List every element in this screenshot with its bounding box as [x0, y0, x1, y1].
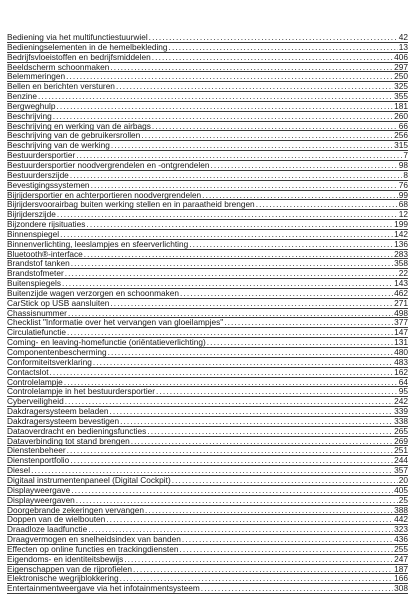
index-entry-page-number[interactable]: 315 — [394, 141, 408, 151]
index-entry-label: Bestuurderszijde — [7, 170, 69, 180]
index-entry[interactable] — [7, 496, 408, 506]
index-entry[interactable] — [7, 259, 408, 269]
index-entry-label: Dakdragersysteem bevestigen — [7, 416, 120, 426]
dot-leader — [124, 555, 393, 565]
index-entry[interactable] — [7, 368, 408, 378]
index-entry[interactable] — [7, 250, 408, 260]
dot-leader — [67, 328, 393, 338]
index-entry-page-number[interactable]: 406 — [394, 52, 408, 62]
dot-leader — [152, 122, 398, 132]
index-entry-label: Chassisnummer — [7, 308, 67, 318]
index-entry-page-number[interactable]: 297 — [394, 62, 408, 72]
index-entry[interactable] — [7, 535, 408, 545]
dot-leader — [70, 171, 403, 181]
index-entry-page-number[interactable]: 66 — [398, 121, 408, 131]
index-entry[interactable] — [7, 437, 408, 447]
index-entry-page-number[interactable]: 142 — [394, 229, 408, 239]
index-entry-page-number[interactable]: 283 — [394, 249, 408, 259]
index-entry-page-number[interactable]: 483 — [394, 357, 408, 367]
index-entry-label: Displayweergaven — [7, 495, 75, 505]
index-entry[interactable] — [7, 151, 408, 161]
index-entry[interactable] — [7, 397, 408, 407]
index-entry-label: Dataverbinding tot stand brengen — [7, 436, 130, 446]
dot-leader — [60, 230, 393, 240]
index-entry-page-number[interactable]: 42 — [398, 33, 408, 42]
dot-leader — [76, 151, 402, 161]
index-entry-label: Bedieningselementen in de hemelbekleding — [7, 42, 168, 52]
dot-leader — [256, 200, 398, 210]
index-entry[interactable] — [7, 220, 408, 230]
index-entry-label: Bevestigingssystemen — [7, 180, 90, 190]
dot-leader — [50, 368, 394, 378]
index-entry-page-number[interactable]: 388 — [394, 505, 408, 515]
dot-leader — [224, 318, 393, 328]
dot-leader — [182, 535, 393, 545]
index-entry[interactable] — [7, 525, 408, 535]
index-entry[interactable] — [7, 348, 408, 358]
dot-leader — [65, 397, 393, 407]
index-entry[interactable] — [7, 72, 408, 82]
index-entry-label: Entertainmentweergave via het infotainmentsysteem — [7, 584, 200, 594]
index-entry-page-number[interactable]: 308 — [394, 584, 408, 594]
dot-leader — [66, 72, 393, 82]
index-entry-page-number[interactable]: 143 — [394, 279, 408, 289]
index-entry-page-number[interactable]: 131 — [394, 338, 408, 348]
index-entry-page-number[interactable]: 498 — [394, 308, 408, 318]
dot-leader — [38, 92, 393, 102]
index-entry[interactable] — [7, 378, 408, 388]
index-entry-page-number[interactable]: 95 — [398, 387, 408, 397]
index-entry-page-number[interactable]: 13 — [398, 42, 408, 52]
dot-leader — [202, 191, 398, 201]
index-entry-label: Bergweghulp — [7, 101, 56, 111]
index-entry[interactable] — [7, 210, 408, 220]
index-entry-label: Buitenzijde wagen verzorgen en schoonmaken — [7, 288, 180, 298]
index-entry[interactable] — [7, 43, 408, 53]
index-entry[interactable] — [7, 181, 408, 191]
index-entry-label: Coming- en leaving-homefunctie (oriëntatieverlichting) — [7, 338, 206, 348]
index-entry[interactable] — [7, 240, 408, 250]
index-entry-page-number[interactable]: 357 — [394, 466, 408, 476]
index-entry-page-number[interactable]: 244 — [394, 456, 408, 466]
dot-leader — [110, 299, 393, 309]
dot-leader — [211, 161, 398, 171]
index-entry-page-number[interactable]: 269 — [394, 436, 408, 446]
dot-leader — [106, 515, 393, 525]
index-entry-page-number[interactable]: 250 — [394, 72, 408, 82]
index-entry-page-number[interactable]: 162 — [394, 367, 408, 377]
dot-leader — [56, 102, 393, 112]
dot-leader — [91, 181, 398, 191]
index-entry[interactable] — [7, 33, 408, 43]
index-entry-label: Elektronische wegrijblokkering — [7, 574, 119, 584]
index-entry-label: Dakdragersysteem beladen — [7, 407, 109, 417]
index-entry-label: Conformiteitsverklaring — [7, 357, 92, 367]
index-entry[interactable] — [7, 466, 408, 476]
index-entry-label: Brandstof tanken — [7, 259, 70, 269]
dot-leader — [120, 574, 394, 584]
dot-leader — [108, 348, 394, 358]
index-entry-label: Binnenspiegel — [7, 229, 60, 239]
index-entry-label: CarStick op USB aansluiten — [7, 298, 110, 308]
index-entry-label: Benzine — [7, 92, 37, 102]
index-entry-label: Contactslot — [7, 367, 49, 377]
index-entry-label: Beschrijving van de werking — [7, 141, 110, 151]
index-entry-page-number[interactable]: 325 — [394, 82, 408, 92]
dot-leader — [57, 210, 398, 220]
index-entry-label: Bijrijdersportier en achterportieren noodvergrendelen — [7, 190, 202, 200]
index-entry[interactable] — [7, 122, 408, 132]
index-entry-label: Bestuurdersportier noodvergrendelen en -ontgrendelen — [7, 160, 210, 170]
index-entry-label: Draadloze laadfunctie — [7, 525, 88, 535]
dot-leader — [133, 565, 393, 575]
index-entry-page-number[interactable]: 187 — [394, 564, 408, 574]
dot-leader — [149, 33, 398, 43]
index-entry-label: Checklist "Informatie over het vervangen van gloeilampjes" — [7, 318, 224, 328]
index-entry-label: Digitaal instrumentenpaneel (Digital Cockpit) — [7, 475, 171, 485]
index-entry-label: Bijrijdersvoorairbag buiten werking stellen en in paraatheid brengen — [7, 200, 255, 210]
index-entry[interactable] — [7, 299, 408, 309]
index-entry[interactable] — [7, 506, 408, 516]
index-entry-page-number[interactable]: 256 — [394, 131, 408, 141]
index-entry-page-number[interactable]: 199 — [394, 220, 408, 230]
index-entry[interactable] — [7, 417, 408, 427]
dot-leader — [169, 43, 398, 53]
index-entry-page-number[interactable]: 12 — [398, 210, 408, 220]
dot-leader — [207, 338, 393, 348]
index-entry[interactable] — [7, 289, 408, 299]
index-entry-page-number[interactable]: 68 — [398, 200, 408, 210]
index-entry-page-number[interactable]: 436 — [394, 535, 408, 545]
index-entry-page-number[interactable]: 181 — [394, 101, 408, 111]
dot-leader — [53, 112, 393, 122]
dot-leader — [67, 446, 394, 456]
index-entry-label: Belemmeringen — [7, 72, 66, 82]
dot-leader — [109, 407, 393, 417]
index-entry[interactable] — [7, 446, 408, 456]
index-entry-page-number[interactable]: 265 — [394, 426, 408, 436]
index-entry-page-number[interactable]: 99 — [398, 190, 408, 200]
index-entry-page-number[interactable]: 64 — [398, 377, 408, 387]
index-entry[interactable] — [7, 387, 408, 397]
index-entry-page-number[interactable]: 242 — [394, 397, 408, 407]
index-entry-page-number[interactable]: 76 — [398, 180, 408, 190]
index-entry[interactable] — [7, 141, 408, 151]
dot-leader — [145, 506, 393, 516]
index-entry-page-number[interactable]: 377 — [394, 318, 408, 328]
index-entry[interactable] — [7, 545, 408, 555]
dot-leader — [93, 358, 393, 368]
index-entry-page-number[interactable]: 358 — [394, 259, 408, 269]
index-entry-label: Eigenschappen van de rijprofielen — [7, 564, 133, 574]
index-entry-page-number[interactable]: 338 — [394, 416, 408, 426]
index-entry-label: Beschrijving — [7, 111, 52, 121]
index-entry-page-number[interactable]: 247 — [394, 554, 408, 564]
index-entry[interactable] — [7, 476, 408, 486]
index-entry-label: Componentenbescherming — [7, 348, 107, 357]
index-entry[interactable] — [7, 102, 408, 112]
index-entry-label: Dienstenbeheer — [7, 446, 66, 456]
index-entry[interactable] — [7, 171, 408, 181]
index-entry-page-number[interactable]: 480 — [394, 348, 408, 357]
index-entry[interactable] — [7, 515, 408, 525]
dot-leader — [201, 584, 393, 594]
dot-leader — [172, 476, 398, 486]
dot-leader — [65, 269, 398, 279]
index-entry[interactable] — [7, 161, 408, 171]
dot-leader — [76, 496, 398, 506]
index-entry-label: Displayweergave — [7, 485, 71, 495]
index-entry-label: Dataoverdracht en bedieningsfuncties — [7, 426, 147, 436]
index-entry[interactable] — [7, 63, 408, 73]
index-entry[interactable] — [7, 328, 408, 338]
index-entry-label: Circulatiefunctie — [7, 328, 67, 338]
dot-leader — [70, 456, 393, 466]
index-entry[interactable] — [7, 279, 408, 289]
index-entry-label: Beschrijving van de gebruikersrollen — [7, 131, 141, 141]
index-entry-label: Bestuurdersportier — [7, 151, 76, 161]
index-entry[interactable] — [7, 230, 408, 240]
index-entry[interactable] — [7, 555, 408, 565]
index-entry-page-number[interactable]: 8 — [403, 170, 408, 180]
index-entry-label: Doorgebrande zekeringen vervangen — [7, 505, 144, 515]
dot-leader — [156, 387, 398, 397]
dot-leader — [152, 53, 393, 63]
index-entry-label: Bediening via het multifunctiestuurwiel — [7, 33, 148, 42]
index-entry[interactable] — [7, 427, 408, 437]
index-entry-page-number[interactable]: 7 — [403, 151, 408, 161]
index-entry-label: Binnenverlichting, leeslampjes en sfeerverlichting — [7, 239, 189, 249]
dot-leader — [71, 486, 393, 496]
index-entry-label: Bellen en berichten versturen — [7, 82, 115, 92]
index-entry-page-number[interactable]: 355 — [394, 92, 408, 102]
index-entry[interactable] — [7, 456, 408, 466]
index-entry-page-number[interactable]: 20 — [398, 475, 408, 485]
dot-leader — [31, 466, 393, 476]
index-entry[interactable] — [7, 486, 408, 496]
index-entry-label: Bijrijderszijde — [7, 210, 56, 220]
index-entry-label: Buitenspiegels — [7, 279, 61, 289]
index-entry-page-number[interactable]: 98 — [398, 160, 408, 170]
index-entry[interactable] — [7, 338, 408, 348]
index-entry[interactable] — [7, 131, 408, 141]
alphabetical-index — [7, 33, 408, 594]
index-entry-page-number[interactable]: 147 — [394, 328, 408, 338]
dot-leader — [62, 279, 393, 289]
index-entry-page-number[interactable]: 22 — [398, 269, 408, 279]
index-entry[interactable] — [7, 565, 408, 575]
dot-leader — [64, 378, 398, 388]
index-entry-label: Cyberveiligheid — [7, 397, 64, 407]
dot-leader — [86, 220, 393, 230]
dot-leader — [116, 82, 393, 92]
index-entry-label: Bedrijfsvloeistoffen en bedrijfsmiddelen — [7, 52, 151, 62]
index-entry[interactable] — [7, 269, 408, 279]
dot-leader — [141, 131, 393, 141]
index-entry-label: Doppen van de wielbouten — [7, 515, 106, 525]
index-entry[interactable] — [7, 584, 408, 594]
dot-leader — [180, 289, 393, 299]
index-entry[interactable] — [7, 191, 408, 201]
index-entry[interactable] — [7, 112, 408, 122]
dot-leader — [120, 417, 393, 427]
index-entry-label: Beschrijving en werking van de airbags — [7, 121, 151, 131]
dot-leader — [131, 437, 393, 447]
index-entry-page-number[interactable]: 255 — [394, 544, 408, 554]
index-entry-page-number[interactable]: 260 — [394, 111, 408, 121]
index-entry-label: Dienstenportfolio — [7, 456, 70, 466]
index-entry[interactable] — [7, 318, 408, 328]
index-entry-page-number[interactable]: 251 — [394, 446, 408, 456]
index-entry-label: Controlelampje in het bestuurdersportier — [7, 387, 156, 397]
index-entry-page-number[interactable]: 166 — [394, 574, 408, 584]
index-entry[interactable] — [7, 92, 408, 102]
dot-leader — [189, 240, 393, 250]
index-entry[interactable] — [7, 200, 408, 210]
dot-leader — [147, 427, 393, 437]
index-entry-label: Bijzondere rijsituaties — [7, 220, 86, 230]
index-entry-label: Beeldscherm schoonmaken — [7, 62, 110, 72]
index-entry[interactable] — [7, 574, 408, 584]
index-entry-page-number[interactable]: 462 — [394, 288, 408, 298]
index-entry-label: Eigendoms- en identiteitsbewijs — [7, 554, 124, 564]
index-entry[interactable] — [7, 53, 408, 63]
index-entry-label: Diesel — [7, 466, 31, 476]
index-entry-page-number[interactable]: 323 — [394, 525, 408, 535]
index-entry[interactable] — [7, 358, 408, 368]
index-entry-page-number[interactable]: 25 — [398, 495, 408, 505]
dot-leader — [68, 309, 393, 319]
index-entry-label: Controlelampje — [7, 377, 63, 387]
dot-leader — [71, 259, 393, 269]
index-entry[interactable] — [7, 309, 408, 319]
index-entry-page-number[interactable]: 339 — [394, 407, 408, 417]
dot-leader — [84, 250, 393, 260]
index-entry-page-number[interactable]: 271 — [394, 298, 408, 308]
index-entry-page-number[interactable]: 442 — [394, 515, 408, 525]
index-entry[interactable] — [7, 407, 408, 417]
dot-leader — [88, 525, 393, 535]
index-entry-page-number[interactable]: 136 — [394, 239, 408, 249]
index-entry-label: Bluetooth®-interface — [7, 249, 83, 259]
dot-leader — [179, 545, 393, 555]
index-entry-label: Effecten op online functies en trackingdiensten — [7, 544, 179, 554]
index-entry-page-number[interactable]: 405 — [394, 485, 408, 495]
dot-leader — [110, 63, 393, 73]
index-entry-label: Draagvermogen en snelheidsindex van banden — [7, 535, 181, 545]
index-entry[interactable] — [7, 82, 408, 92]
index-entry-label: Brandstofmeter — [7, 269, 64, 279]
dot-leader — [111, 141, 393, 151]
